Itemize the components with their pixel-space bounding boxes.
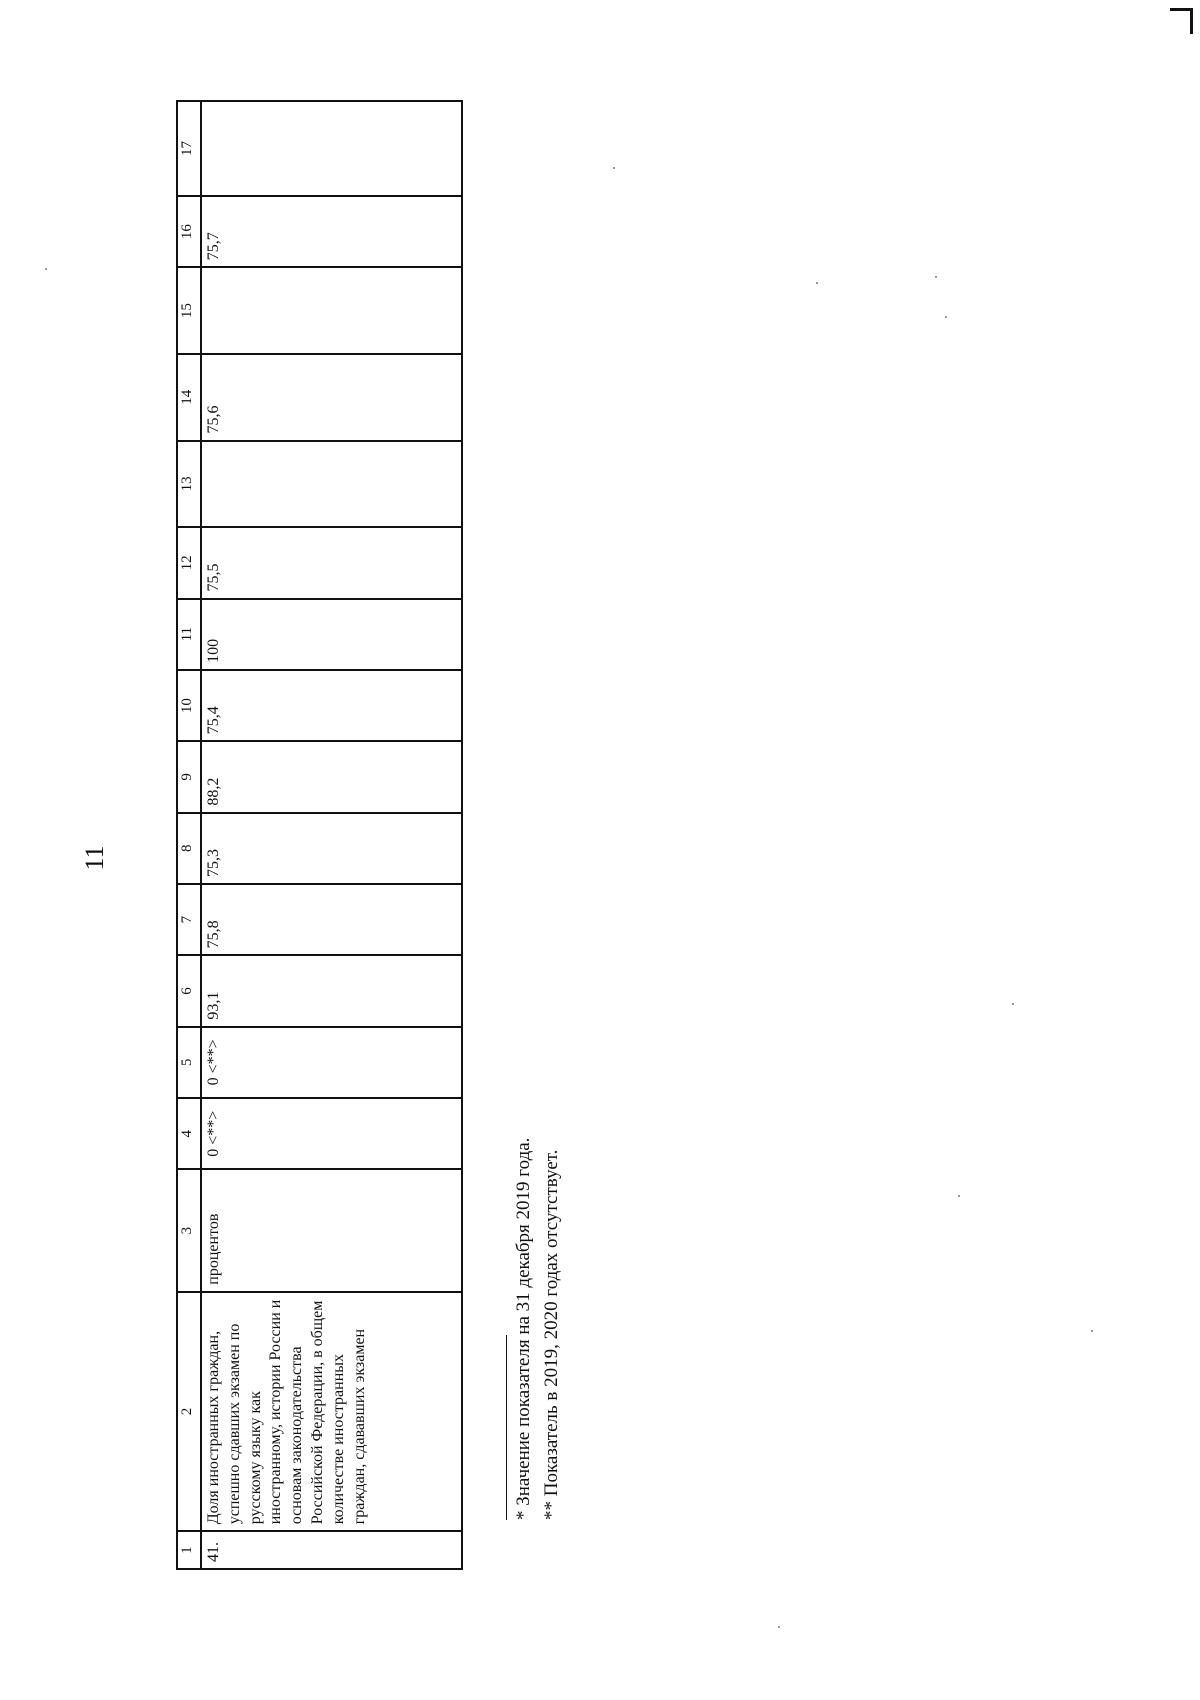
scan-speck [1012,1003,1014,1005]
footnote: ** Показатель в 2019, 2020 годах отсутствует. [541,1149,562,1520]
header-cell: 14 [177,354,201,441]
scan-speck [816,282,818,284]
corner-mark [1190,8,1193,34]
header-cell: 17 [177,101,201,196]
header-cell: 13 [177,441,201,528]
value-cell: 88,2 [201,741,462,812]
value-cell: 75,8 [201,884,462,955]
value-cell: 75,7 [201,196,462,267]
header-cell: 3 [177,1169,201,1291]
header-cell: 15 [177,267,201,354]
scan-speck [613,167,615,169]
table-row [201,101,462,1569]
value-cell: 100 [201,599,462,670]
value-cell: 75,6 [201,354,462,441]
value-cell [201,441,462,528]
page-number: 11 [80,845,109,871]
header-cell: 12 [177,527,201,598]
footnotes [510,980,570,1520]
header-cell: 5 [177,1027,201,1098]
value-cell: 75,4 [201,670,462,741]
row-number-cell: 41. [201,1531,462,1569]
footnote: * Значение показателя на 31 декабря 2019 года. [513,1137,534,1520]
value-cell [201,267,462,354]
header-cell: 11 [177,599,201,670]
corner-mark [1170,8,1192,11]
scan-speck [778,1626,780,1628]
header-cell: 9 [177,741,201,812]
scan-speck [958,1195,960,1197]
value-cell: 0 <**> [201,1098,462,1169]
header-cell: 10 [177,670,201,741]
header-cell: 8 [177,813,201,884]
table-header-row [177,101,201,1569]
footnote-divider [506,1335,507,1520]
header-cell: 16 [177,196,201,267]
scan-speck [45,268,47,270]
value-cell: 75,3 [201,813,462,884]
rotated-table-container [176,100,461,1570]
scan-speck [935,276,937,278]
header-cell: 7 [177,884,201,955]
unit-cell: процентов [201,1169,462,1291]
header-cell: 1 [177,1531,201,1569]
scan-speck [945,316,947,318]
value-cell [201,101,462,196]
value-cell: 0 <**> [201,1027,462,1098]
header-cell: 4 [177,1098,201,1169]
indicator-table [176,100,463,1570]
value-cell: 75,5 [201,527,462,598]
value-cell: 93,1 [201,955,462,1026]
scan-speck [1091,1330,1093,1332]
indicator-name-cell: Доля иностранных граждан, успешно сдавших экзамен по русскому языку как иностранному, истории России и основам законодательства Российской Федерации, в общем количестве иностранных граждан, сдававших экзамен [201,1292,462,1532]
header-cell: 6 [177,955,201,1026]
header-cell: 2 [177,1292,201,1532]
